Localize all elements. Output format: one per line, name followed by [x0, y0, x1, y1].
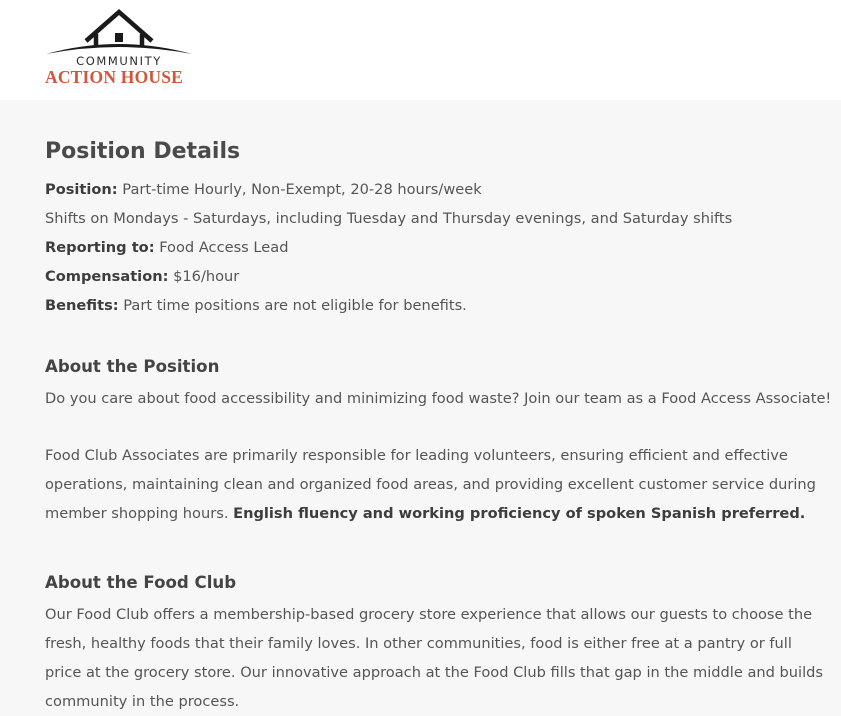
position-value: Part-time Hourly, Non-Exempt, 20-28 hours/week — [122, 181, 482, 198]
position-label: Position: — [45, 181, 118, 198]
about-position-intro: Do you care about food accessibility and minimizing food waste? Join our team as a Food Access Associate! — [45, 390, 832, 407]
benefits-label: Benefits: — [45, 297, 119, 314]
compensation-value: $16/hour — [173, 268, 240, 285]
about-food-club-heading: About the Food Club — [45, 573, 237, 592]
shifts-line: Shifts on Mondays - Saturdays, including Tuesday and Thursday evenings, and Saturday shifts — [45, 210, 733, 227]
logo-community-text: COMMUNITY — [76, 54, 162, 68]
house-logo-icon — [44, 6, 194, 58]
associate-responsibilities-text: Food Club Associates are primarily responsible for leading volunteers, ensuring efficient and effective operations, maintaining clean and organized food areas, and providing excellent customer service during member shopping hours. — [45, 447, 816, 522]
about-position-heading: About the Position — [45, 357, 220, 376]
compensation-line — [45, 262, 825, 291]
reporting-line — [45, 233, 825, 262]
community-action-house-logo[interactable] — [44, 6, 194, 88]
position-line — [45, 175, 825, 204]
compensation-label: Compensation: — [45, 268, 169, 285]
benefits-value: Part time positions are not eligible for benefits. — [123, 297, 467, 314]
logo-action-house-text: ACTION HOUSE — [45, 67, 184, 87]
about-food-club-paragraph: Our Food Club offers a membership-based grocery store experience that allows our guests to choose the fresh, healthy foods that their family loves. In other communities, food is either free at a pantry or full price at the grocery store. Our innovative approach at the Food Club fills that gap in the middle and builds community in the process. — [45, 606, 824, 710]
reporting-label: Reporting to: — [45, 239, 155, 256]
site-header — [0, 0, 841, 100]
language-requirement-text: English fluency and working proficiency of spoken Spanish preferred. — [233, 505, 806, 522]
position-details-heading: Position Details — [45, 139, 241, 164]
job-description — [45, 100, 832, 716]
benefits-line — [45, 291, 825, 320]
position-details-list — [45, 175, 825, 320]
reporting-value: Food Access Lead — [159, 239, 289, 256]
about-position-paragraph — [45, 441, 825, 528]
